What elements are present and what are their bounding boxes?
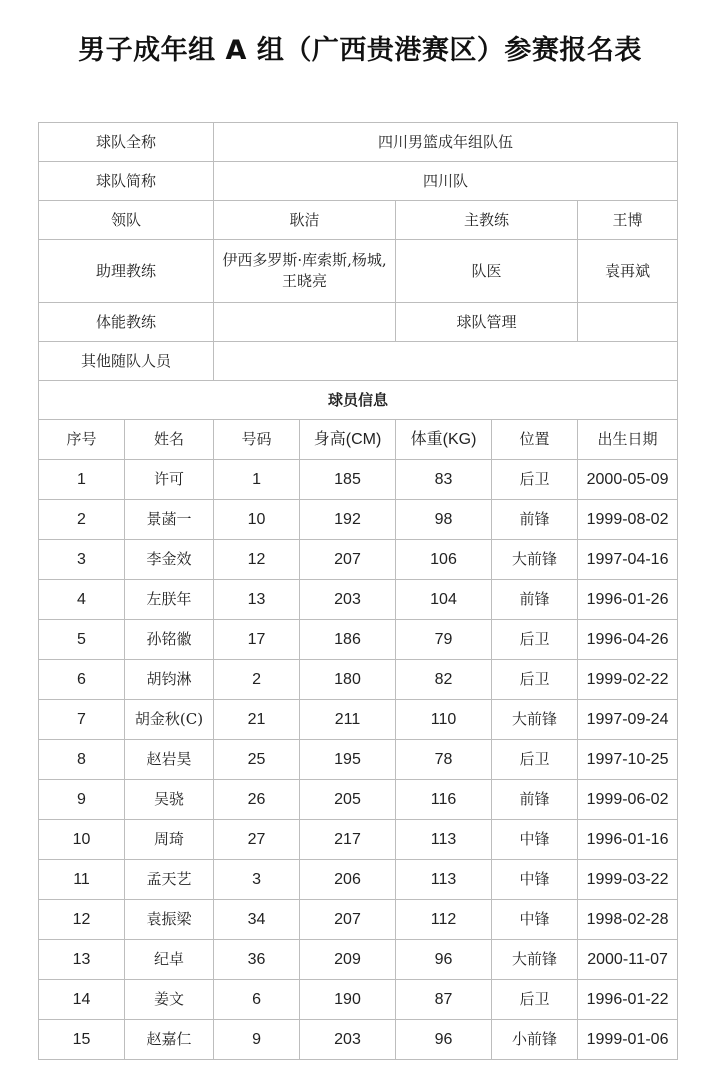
player-name: 李金效 bbox=[125, 540, 214, 580]
player-position: 后卫 bbox=[492, 980, 578, 1020]
player-row bbox=[39, 980, 678, 1020]
player-weight: 104 bbox=[396, 580, 492, 620]
player-row bbox=[39, 700, 678, 740]
registration-table bbox=[38, 122, 678, 1060]
column-header: 姓名 bbox=[125, 420, 214, 460]
player-position: 前锋 bbox=[492, 580, 578, 620]
player-number: 36 bbox=[214, 940, 300, 980]
other-staff-label: 其他随队人员 bbox=[39, 342, 214, 381]
player-position: 中锋 bbox=[492, 860, 578, 900]
players-section-row bbox=[39, 381, 678, 420]
player-seq: 7 bbox=[39, 700, 125, 740]
player-weight: 78 bbox=[396, 740, 492, 780]
player-height: 195 bbox=[300, 740, 396, 780]
player-row bbox=[39, 780, 678, 820]
manager-label: 球队管理 bbox=[396, 303, 578, 342]
column-header-row bbox=[39, 420, 678, 460]
player-seq: 15 bbox=[39, 1020, 125, 1060]
player-height: 203 bbox=[300, 580, 396, 620]
assistant-coach-label: 助理教练 bbox=[39, 240, 214, 303]
player-number: 1 bbox=[214, 460, 300, 500]
player-seq: 6 bbox=[39, 660, 125, 700]
player-position: 后卫 bbox=[492, 460, 578, 500]
player-row bbox=[39, 580, 678, 620]
player-birthdate: 2000-05-09 bbox=[578, 460, 678, 500]
player-row bbox=[39, 620, 678, 660]
player-height: 207 bbox=[300, 540, 396, 580]
doctor-value: 袁再斌 bbox=[578, 240, 678, 303]
fitness-coach-row bbox=[39, 303, 678, 342]
player-number: 13 bbox=[214, 580, 300, 620]
player-number: 27 bbox=[214, 820, 300, 860]
player-seq: 3 bbox=[39, 540, 125, 580]
player-row bbox=[39, 940, 678, 980]
team-full-name-row bbox=[39, 123, 678, 162]
player-seq: 9 bbox=[39, 780, 125, 820]
player-birthdate: 1999-08-02 bbox=[578, 500, 678, 540]
player-height: 185 bbox=[300, 460, 396, 500]
player-name: 左朕年 bbox=[125, 580, 214, 620]
player-height: 180 bbox=[300, 660, 396, 700]
fitness-coach-value bbox=[214, 303, 396, 342]
player-name: 胡金秋(C) bbox=[125, 700, 214, 740]
player-seq: 1 bbox=[39, 460, 125, 500]
player-position: 大前锋 bbox=[492, 540, 578, 580]
player-row bbox=[39, 660, 678, 700]
player-seq: 8 bbox=[39, 740, 125, 780]
player-table-body bbox=[39, 420, 678, 1060]
player-name: 赵嘉仁 bbox=[125, 1020, 214, 1060]
player-position: 前锋 bbox=[492, 780, 578, 820]
team-short-name-row bbox=[39, 162, 678, 201]
player-weight: 98 bbox=[396, 500, 492, 540]
players-section-title: 球员信息 bbox=[39, 381, 678, 420]
player-birthdate: 1999-06-02 bbox=[578, 780, 678, 820]
player-position: 前锋 bbox=[492, 500, 578, 540]
player-position: 中锋 bbox=[492, 900, 578, 940]
player-number: 12 bbox=[214, 540, 300, 580]
player-birthdate: 1998-02-28 bbox=[578, 900, 678, 940]
player-row bbox=[39, 860, 678, 900]
column-header: 号码 bbox=[214, 420, 300, 460]
player-row bbox=[39, 460, 678, 500]
player-seq: 2 bbox=[39, 500, 125, 540]
player-name: 吴骁 bbox=[125, 780, 214, 820]
player-height: 211 bbox=[300, 700, 396, 740]
player-number: 2 bbox=[214, 660, 300, 700]
player-position: 后卫 bbox=[492, 660, 578, 700]
player-number: 21 bbox=[214, 700, 300, 740]
player-weight: 87 bbox=[396, 980, 492, 1020]
player-row bbox=[39, 900, 678, 940]
player-seq: 12 bbox=[39, 900, 125, 940]
player-row bbox=[39, 500, 678, 540]
player-position: 小前锋 bbox=[492, 1020, 578, 1060]
player-position: 后卫 bbox=[492, 740, 578, 780]
other-staff-value bbox=[214, 342, 678, 381]
player-name: 孟天艺 bbox=[125, 860, 214, 900]
player-birthdate: 1996-01-26 bbox=[578, 580, 678, 620]
player-height: 190 bbox=[300, 980, 396, 1020]
player-name: 孙铭徽 bbox=[125, 620, 214, 660]
player-weight: 106 bbox=[396, 540, 492, 580]
player-weight: 83 bbox=[396, 460, 492, 500]
player-name: 赵岩昊 bbox=[125, 740, 214, 780]
player-weight: 79 bbox=[396, 620, 492, 660]
column-header: 体重(KG) bbox=[396, 420, 492, 460]
player-row bbox=[39, 1020, 678, 1060]
player-weight: 116 bbox=[396, 780, 492, 820]
player-birthdate: 1997-04-16 bbox=[578, 540, 678, 580]
team-short-name-label: 球队简称 bbox=[39, 162, 214, 201]
player-height: 206 bbox=[300, 860, 396, 900]
player-name: 周琦 bbox=[125, 820, 214, 860]
player-height: 207 bbox=[300, 900, 396, 940]
column-header: 位置 bbox=[492, 420, 578, 460]
player-number: 3 bbox=[214, 860, 300, 900]
player-number: 34 bbox=[214, 900, 300, 940]
player-height: 217 bbox=[300, 820, 396, 860]
player-name: 姜文 bbox=[125, 980, 214, 1020]
player-birthdate: 2000-11-07 bbox=[578, 940, 678, 980]
assistant-coach-row bbox=[39, 240, 678, 303]
player-height: 209 bbox=[300, 940, 396, 980]
player-height: 192 bbox=[300, 500, 396, 540]
team-full-name-label: 球队全称 bbox=[39, 123, 214, 162]
leader-label: 领队 bbox=[39, 201, 214, 240]
leader-value: 耿洁 bbox=[214, 201, 396, 240]
player-height: 203 bbox=[300, 1020, 396, 1060]
column-header: 序号 bbox=[39, 420, 125, 460]
player-birthdate: 1999-01-06 bbox=[578, 1020, 678, 1060]
head-coach-label: 主教练 bbox=[396, 201, 578, 240]
player-weight: 110 bbox=[396, 700, 492, 740]
player-name: 景菡一 bbox=[125, 500, 214, 540]
player-name: 胡钧淋 bbox=[125, 660, 214, 700]
player-seq: 11 bbox=[39, 860, 125, 900]
column-header: 出生日期 bbox=[578, 420, 678, 460]
player-birthdate: 1997-10-25 bbox=[578, 740, 678, 780]
player-name: 袁振梁 bbox=[125, 900, 214, 940]
column-header: 身高(CM) bbox=[300, 420, 396, 460]
team-full-name-value: 四川男篮成年组队伍 bbox=[214, 123, 678, 162]
player-birthdate: 1996-04-26 bbox=[578, 620, 678, 660]
assistant-coach-value: 伊西多罗斯·库索斯,杨城,王晓亮 bbox=[214, 240, 396, 303]
player-number: 10 bbox=[214, 500, 300, 540]
player-row bbox=[39, 740, 678, 780]
player-number: 6 bbox=[214, 980, 300, 1020]
player-weight: 112 bbox=[396, 900, 492, 940]
player-seq: 10 bbox=[39, 820, 125, 860]
player-name: 许可 bbox=[125, 460, 214, 500]
fitness-coach-label: 体能教练 bbox=[39, 303, 214, 342]
player-position: 大前锋 bbox=[492, 940, 578, 980]
team-short-name-value: 四川队 bbox=[214, 162, 678, 201]
player-birthdate: 1997-09-24 bbox=[578, 700, 678, 740]
player-number: 9 bbox=[214, 1020, 300, 1060]
player-birthdate: 1996-01-16 bbox=[578, 820, 678, 860]
player-position: 后卫 bbox=[492, 620, 578, 660]
leader-row bbox=[39, 201, 678, 240]
player-weight: 113 bbox=[396, 820, 492, 860]
player-seq: 5 bbox=[39, 620, 125, 660]
player-row bbox=[39, 540, 678, 580]
other-staff-row bbox=[39, 342, 678, 381]
player-number: 25 bbox=[214, 740, 300, 780]
player-seq: 14 bbox=[39, 980, 125, 1020]
player-position: 中锋 bbox=[492, 820, 578, 860]
player-number: 17 bbox=[214, 620, 300, 660]
player-weight: 82 bbox=[396, 660, 492, 700]
player-weight: 96 bbox=[396, 1020, 492, 1060]
player-height: 186 bbox=[300, 620, 396, 660]
player-position: 大前锋 bbox=[492, 700, 578, 740]
player-weight: 113 bbox=[396, 860, 492, 900]
player-seq: 13 bbox=[39, 940, 125, 980]
doctor-label: 队医 bbox=[396, 240, 578, 303]
player-seq: 4 bbox=[39, 580, 125, 620]
player-weight: 96 bbox=[396, 940, 492, 980]
manager-value bbox=[578, 303, 678, 342]
player-row bbox=[39, 820, 678, 860]
player-name: 纪卓 bbox=[125, 940, 214, 980]
player-birthdate: 1999-02-22 bbox=[578, 660, 678, 700]
page-title: 男子成年组 A 组（广西贵港赛区）参赛报名表 bbox=[78, 35, 642, 66]
head-coach-value: 王博 bbox=[578, 201, 678, 240]
player-birthdate: 1996-01-22 bbox=[578, 980, 678, 1020]
player-height: 205 bbox=[300, 780, 396, 820]
player-birthdate: 1999-03-22 bbox=[578, 860, 678, 900]
player-number: 26 bbox=[214, 780, 300, 820]
